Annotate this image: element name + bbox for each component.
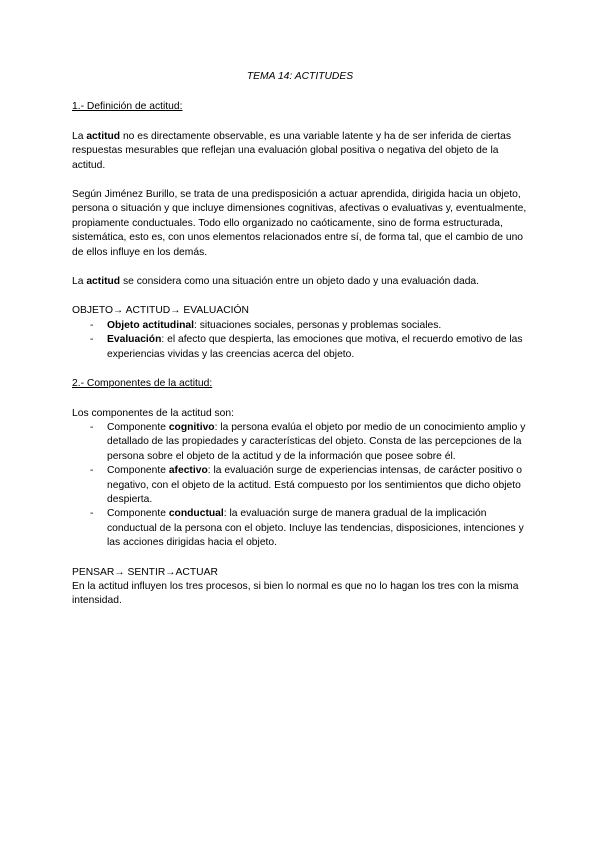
list-item-text: : situaciones sociales, personas y problemas sociales. <box>193 319 442 331</box>
list-item-text: : la evaluación surge de manera gradual de la implicación conductual de la persona con el objeto. Incluye las tendencias, disposiciones, intenciones y las acciones dirigidas hacia el objeto. <box>107 508 524 549</box>
jimenez-burillo-paragraph: Según Jiménez Burillo, se trata de una predisposición a actuar aprendida, dirigida hacia un objeto, persona o situación y que incluye dimensiones cognitivas, afectivas o evaluativas y, eventualmente, propiamente conductuales. Todo ello organizado no caóticamente, sino de forma estructurada, sistemática, esto es, con unos elementos relacionados entre sí, de forma tal, que el cambio de uno de ellos influye en los demás. <box>72 189 527 258</box>
section-1-heading: 1.- Definición de actitud: <box>72 101 183 113</box>
situation-lead: La <box>72 276 87 288</box>
list-item <box>72 333 528 362</box>
components-list <box>72 421 528 551</box>
situation-term: actitud <box>86 276 121 288</box>
list-item-term: Objeto actitudinal <box>107 319 194 331</box>
situation-paragraph <box>72 275 528 289</box>
section-2-heading: 2.- Componentes de la actitud: <box>72 378 213 390</box>
process-flow: PENSAR→ SENTIR→ACTUAR <box>72 566 218 578</box>
list-item-lead: Componente <box>107 508 169 520</box>
list-item-text: : el afecto que despierta, las emociones que motiva, el recuerdo emotivo de las experiencias vividas y las creencias acerca del objeto. <box>107 334 523 360</box>
list-item-lead: Componente <box>107 465 169 477</box>
attitude-flow: OBJETO→ ACTITUD→ EVALUACIÓN <box>72 305 249 317</box>
definition-paragraph <box>72 130 528 173</box>
list-item-term: conductual <box>168 508 224 520</box>
definition-lead: La <box>72 130 87 142</box>
list-item-term: afectivo <box>168 465 208 477</box>
closing-paragraph: En la actitud influyen los tres procesos, si bien lo normal es que no lo hagan los tres con la misma intensidad. <box>72 580 519 607</box>
definition-term: actitud <box>86 130 121 142</box>
list-item-text: : la evaluación surge de experiencias intensas, de carácter positivo o negativo, con el objeto de la actitud. Está compuesto por los sentimientos que dicho objeto despierta. <box>107 465 522 505</box>
definition-text: no es directamente observable, es una variable latente y ha de ser inferida de ciertas respuestas mesurables que reflejan una evaluación global positiva o negativa del objeto de la actitud. <box>72 130 512 171</box>
list-item <box>72 507 528 550</box>
list-item-text: : la persona evalúa el objeto por medio de un conocimiento amplio y detallado de las propiedades y características del objeto. Consta de las percepciones de la persona sobre el objeto de la actitud y de la información que posee sobre él. <box>107 421 526 462</box>
list-item-term: Evaluación <box>107 334 162 346</box>
document-page <box>72 70 528 609</box>
list-item <box>72 421 528 464</box>
situation-text: se considera como una situación entre un objeto dado y una evaluación dada. <box>120 276 480 288</box>
list-item-lead: Componente <box>107 421 169 433</box>
components-intro: Los componentes de la actitud son: <box>72 407 234 419</box>
list-item-term: cognitivo <box>168 421 215 433</box>
page-title: TEMA 14: ACTITUDES <box>246 71 354 82</box>
attitude-elements-list <box>72 319 528 362</box>
list-item <box>72 319 528 333</box>
list-item <box>72 464 528 507</box>
